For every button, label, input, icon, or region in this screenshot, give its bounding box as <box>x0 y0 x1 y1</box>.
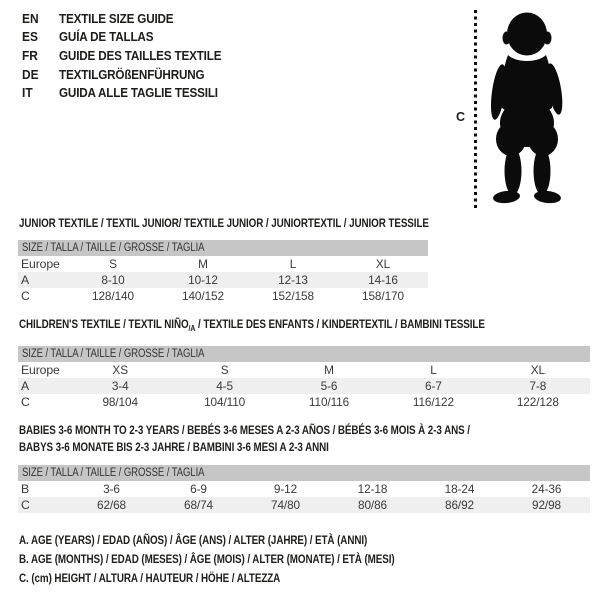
table-cell: 14-16 <box>368 273 398 287</box>
table-cell: L <box>289 257 297 271</box>
language-title-list <box>22 9 239 102</box>
row-label: A <box>21 273 30 287</box>
table-cell: 8-10 <box>101 273 125 287</box>
table-cell: S <box>220 363 229 377</box>
table-cell: 104/110 <box>204 395 246 409</box>
table-cell: XL <box>375 257 391 271</box>
language-code: IT <box>22 85 33 101</box>
table-cell: 128/140 <box>92 289 134 303</box>
table-cell: 116/122 <box>412 395 454 409</box>
height-marker-dotted-line <box>474 10 477 208</box>
table-cell: 18-24 <box>444 482 475 496</box>
language-code: FR <box>22 47 38 63</box>
language-row-it <box>22 83 239 102</box>
row-label: Europe <box>21 363 60 377</box>
table-row-age <box>18 378 590 394</box>
table-cell: 24-36 <box>531 482 562 496</box>
table-cell: 6-7 <box>425 379 442 393</box>
table-row-age-months <box>18 481 590 497</box>
language-title: GUIDA ALLE TAGLIE TESSILI <box>59 85 218 101</box>
table-cell: 152/158 <box>272 289 314 303</box>
table-cell: S <box>109 257 117 271</box>
table-cell: 140/152 <box>182 289 224 303</box>
table-cell: 7-8 <box>529 379 547 393</box>
language-title: GUIDE DES TAILLES TEXTILE <box>59 47 222 63</box>
language-code: ES <box>22 29 38 45</box>
table-cell: 4-5 <box>216 379 233 393</box>
language-title: TEXTILE SIZE GUIDE <box>59 10 174 26</box>
title-part: / TEXTILE DES ENFANTS / KINDERTEXTIL / BAMBINI TESSILE <box>195 317 485 331</box>
table-cell: 6-9 <box>190 482 207 496</box>
table-cell: 62/68 <box>96 498 127 512</box>
row-label: C <box>21 395 30 409</box>
table-cell: L <box>430 363 437 377</box>
table-cell: 98/104 <box>102 395 138 409</box>
table-cell: 3-6 <box>103 482 120 496</box>
table-cell: 10-12 <box>188 273 218 287</box>
table-cell: 5-6 <box>320 379 338 393</box>
language-row-es <box>22 28 239 47</box>
children-table-title <box>19 316 587 334</box>
table-cell: 12-13 <box>278 273 308 287</box>
children-size-table <box>18 346 590 410</box>
legend-text: B. AGE (MONTHS) / EDAD (MESES) / ÂGE (MOIS) / ALTER (MONATE) / ETÀ (MESI) <box>19 552 395 566</box>
children-table-title-text <box>19 316 485 334</box>
language-title: GUÍA DE TALLAS <box>59 29 154 45</box>
junior-table-title-text: JUNIOR TEXTILE / TEXTIL JUNIOR/ TEXTILE JUNIOR / JUNIORTEXTIL / JUNIOR TESSILE <box>19 216 429 230</box>
row-label: Europe <box>21 257 60 271</box>
table-cell: 68/74 <box>183 498 214 512</box>
table-cell: 92/98 <box>531 498 562 512</box>
table-cell: 110/116 <box>308 395 350 409</box>
babies-table-title <box>19 422 569 456</box>
language-title: TEXTILGRÖßENFÜHRUNG <box>59 66 205 82</box>
language-code: DE <box>22 66 39 82</box>
table-row-height <box>18 394 590 410</box>
table-row-europe <box>18 362 590 378</box>
table-cell: 122/128 <box>516 395 559 409</box>
size-header-label: SIZE / TALLA / TAILLE / GRÖSSE / TAGLIA <box>22 242 205 254</box>
table-cell: 3-4 <box>111 379 129 393</box>
legend <box>19 531 477 588</box>
table-cell: 80/86 <box>357 498 388 512</box>
language-row-de <box>22 65 239 84</box>
title-subscript: /A <box>188 322 196 333</box>
table-row-age <box>18 272 428 288</box>
size-header-bar <box>18 346 590 362</box>
table-cell: XL <box>530 363 545 377</box>
height-marker-label: C <box>456 110 466 124</box>
table-cell: 9-12 <box>273 482 298 496</box>
title-part: CHILDREN'S TEXTILE / TEXTIL NIÑO <box>19 317 189 331</box>
baby-silhouette-icon <box>486 11 567 207</box>
table-cell: XS <box>112 363 128 377</box>
language-code: EN <box>22 10 39 26</box>
table-cell: M <box>198 257 208 271</box>
size-header-label: SIZE / TALLA / TAILLE / GRÖSSE / TAGLIA <box>22 467 205 479</box>
size-header-bar <box>18 240 428 256</box>
language-row-fr <box>22 46 239 65</box>
table-cell: 74/80 <box>270 498 301 512</box>
junior-table-title <box>19 215 519 232</box>
table-cell: 86/92 <box>444 498 475 512</box>
junior-size-table <box>18 240 428 304</box>
table-cell: 158/170 <box>362 289 404 303</box>
table-row-height <box>18 497 590 513</box>
row-label: C <box>21 498 30 512</box>
table-row-europe <box>18 256 428 272</box>
legend-line-age-months <box>19 550 477 569</box>
legend-line-height <box>19 569 477 588</box>
row-label: C <box>21 289 30 303</box>
babies-table-title-line2: BABYS 3-6 MONATE BIS 2-3 JAHRE / BAMBINI 3-6 MESI A 2-3 ANNI <box>19 440 329 454</box>
language-row-en <box>22 9 239 28</box>
table-row-height <box>18 288 428 304</box>
legend-text: A. AGE (YEARS) / EDAD (AÑOS) / ÂGE (ANS) / ALTER (JAHRE) / ETÀ (ANNI) <box>19 533 368 547</box>
size-header-label: SIZE / TALLA / TAILLE / GRÖSSE / TAGLIA <box>22 348 205 360</box>
size-header-bar <box>18 465 590 481</box>
babies-size-table <box>18 465 590 513</box>
row-label: B <box>21 482 30 496</box>
legend-line-age-years <box>19 531 477 550</box>
legend-text: C. (cm) HEIGHT / ALTURA / HAUTEUR / HÖHE / ALTEZZA <box>19 571 281 585</box>
table-cell: M <box>324 363 334 377</box>
row-label: A <box>21 379 30 393</box>
baby-height-figure <box>450 8 595 210</box>
table-cell: 12-18 <box>357 482 388 496</box>
babies-table-title-line1: BABIES 3-6 MONTH TO 2-3 YEARS / BEBÉS 3-6 MESES A 2-3 AÑOS / BÉBÉS 3-6 MOIS À 2-3 ANS / <box>19 423 470 437</box>
